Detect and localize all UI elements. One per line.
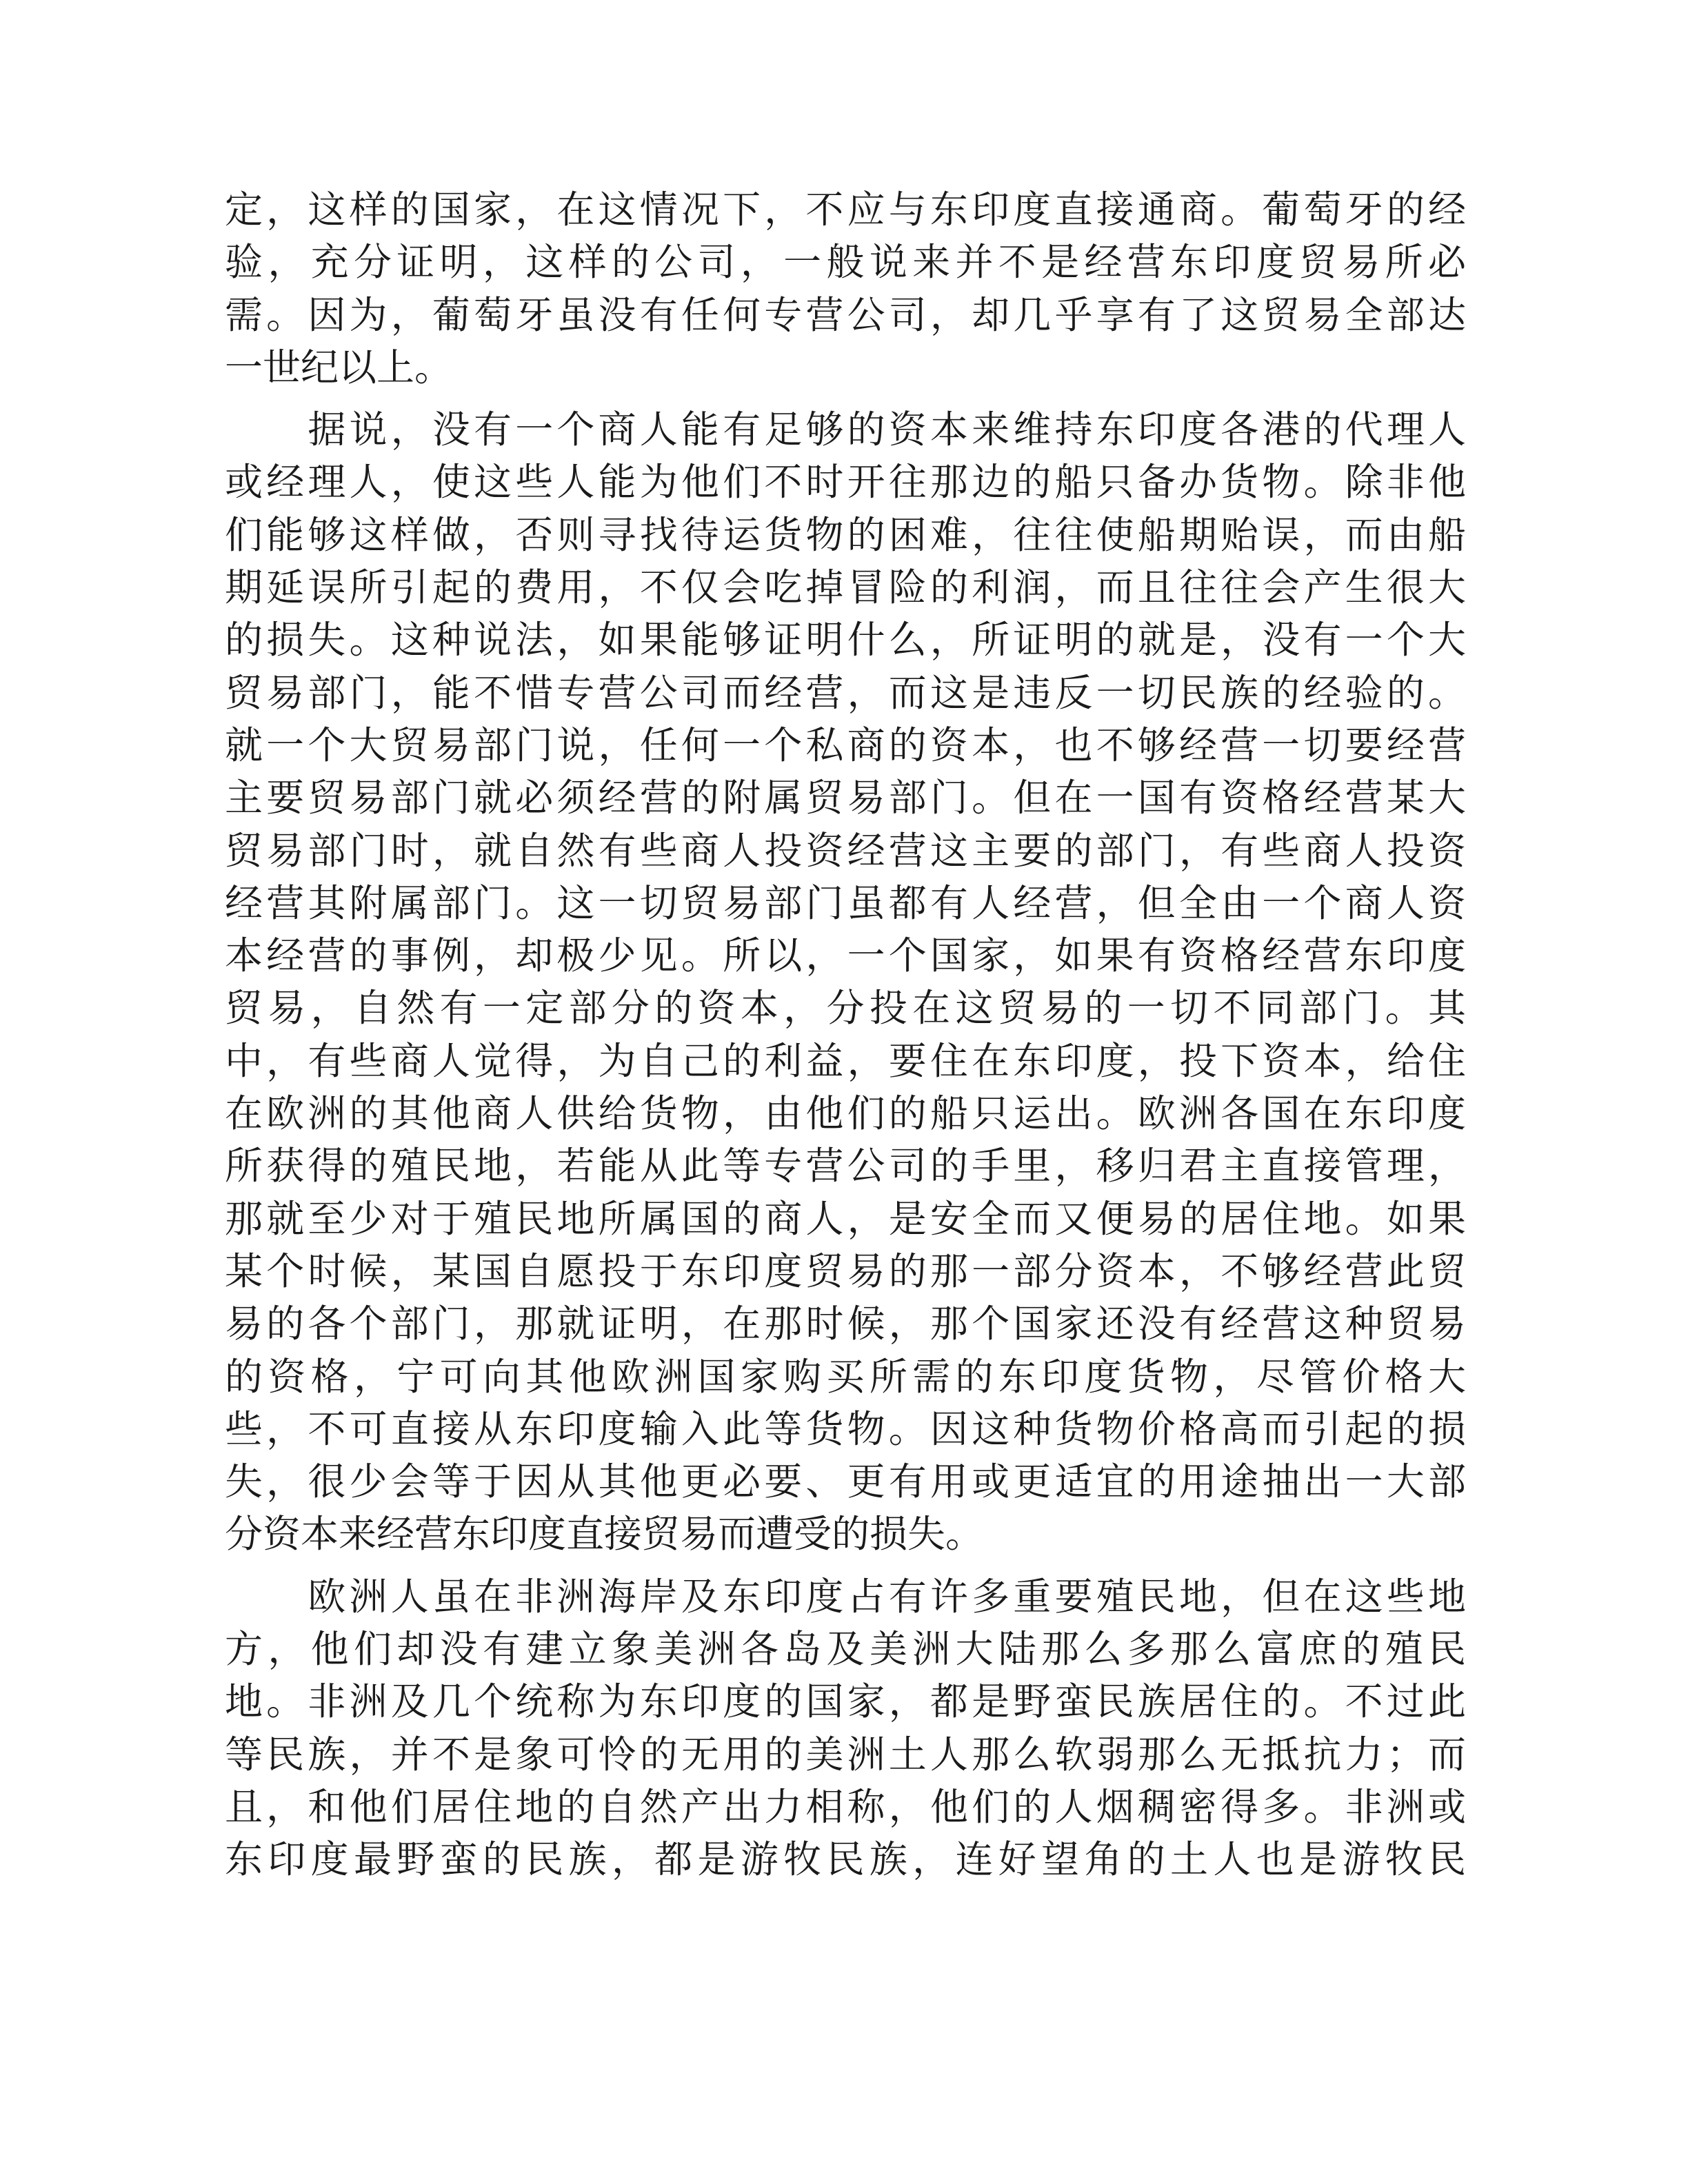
- text-line: 一世纪以上。: [225, 345, 453, 390]
- text-line: 且，和他们居住地的自然产出力相称，他们的人烟稠密得多。非洲或: [225, 1784, 1466, 1829]
- text-line: 那就至少对于殖民地所属国的商人，是安全而又便易的居住地。如果: [225, 1196, 1466, 1241]
- body-text: [225, 183, 1466, 1886]
- paragraph-gap: [225, 394, 1466, 403]
- paragraph-1: [225, 183, 1466, 394]
- text-line: 分资本来经营东印度直接贸易而遭受的损失。: [225, 1512, 984, 1557]
- text-line: 等民族，并不是象可怜的无用的美洲土人那么软弱那么无抵抗力；而: [225, 1732, 1466, 1777]
- paragraph-gap: [225, 1561, 1466, 1570]
- text-line: 东印度最野蛮的民族，都是游牧民族，连好望角的土人也是游牧民: [225, 1837, 1466, 1882]
- text-line: 方，他们却没有建立象美洲各岛及美洲大陆那么多那么富庶的殖民: [225, 1627, 1466, 1672]
- text-line: 贸易部门，能不惜专营公司而经营，而这是违反一切民族的经验的。: [225, 670, 1466, 715]
- text-line: 某个时候，某国自愿投于东印度贸易的那一部分资本，不够经营此贸: [225, 1248, 1466, 1293]
- text-line: 验，充分证明，这样的公司，一般说来并不是经营东印度贸易所必: [225, 240, 1466, 285]
- text-line: 本经营的事例，却极少见。所以，一个国家，如果有资格经营东印度: [225, 933, 1466, 978]
- text-line: 贸易部门时，就自然有些商人投资经营这主要的部门，有些商人投资: [225, 828, 1466, 873]
- text-line: 中，有些商人觉得，为自己的利益，要住在东印度，投下资本，给住: [225, 1038, 1466, 1083]
- text-line: 就一个大贸易部门说，任何一个私商的资本，也不够经营一切要经营: [225, 722, 1466, 767]
- text-line: 或经理人，使这些人能为他们不时开往那边的船只备办货物。除非他: [225, 460, 1466, 505]
- text-line: 的资格，宁可向其他欧洲国家购买所需的东印度货物，尽管价格大: [225, 1354, 1466, 1399]
- text-line: 需。因为，葡萄牙虽没有任何专营公司，却几乎享有了这贸易全部达: [225, 292, 1466, 337]
- text-line: 在欧洲的其他商人供给货物，由他们的船只运出。欧洲各国在东印度: [225, 1091, 1466, 1136]
- text-line: 地。非洲及几个统称为东印度的国家，都是野蛮民族居住的。不过此: [225, 1679, 1466, 1724]
- text-line: 定，这样的国家，在这情况下，不应与东印度直接通商。葡萄牙的经: [225, 188, 1466, 232]
- paragraph-3: [225, 1570, 1466, 1886]
- paragraph-2: [225, 403, 1466, 1561]
- text-line: 易的各个部门，那就证明，在那时候，那个国家还没有经营这种贸易: [225, 1302, 1466, 1346]
- text-line: 们能够这样做，否则寻找待运货物的困难，往往使船期贻误，而由船: [225, 512, 1466, 557]
- text-line: 贸易，自然有一定部分的资本，分投在这贸易的一切不同部门。其: [225, 986, 1466, 1031]
- text-line: 的损失。这种说法，如果能够证明什么，所证明的就是，没有一个大: [225, 618, 1466, 663]
- text-line: 失，很少会等于因从其他更必要、更有用或更适宜的用途抽出一大部: [225, 1459, 1466, 1504]
- text-line: 欧洲人虽在非洲海岸及东印度占有许多重要殖民地，但在这些地: [225, 1574, 1466, 1619]
- text-line: 主要贸易部门就必须经营的附属贸易部门。但在一国有资格经营某大: [225, 776, 1466, 820]
- text-line: 所获得的殖民地，若能从此等专营公司的手里，移归君主直接管理，: [225, 1144, 1466, 1189]
- text-line: 经营其附属部门。这一切贸易部门虽都有人经营，但全由一个商人资: [225, 880, 1466, 925]
- text-line: 些，不可直接从东印度输入此等货物。因这种货物价格高而引起的损: [225, 1406, 1466, 1451]
- text-line: 据说，没有一个商人能有足够的资本来维持东印度各港的代理人: [225, 407, 1466, 452]
- text-line: 期延误所引起的费用，不仅会吃掉冒险的利润，而且往往会产生很大: [225, 565, 1466, 610]
